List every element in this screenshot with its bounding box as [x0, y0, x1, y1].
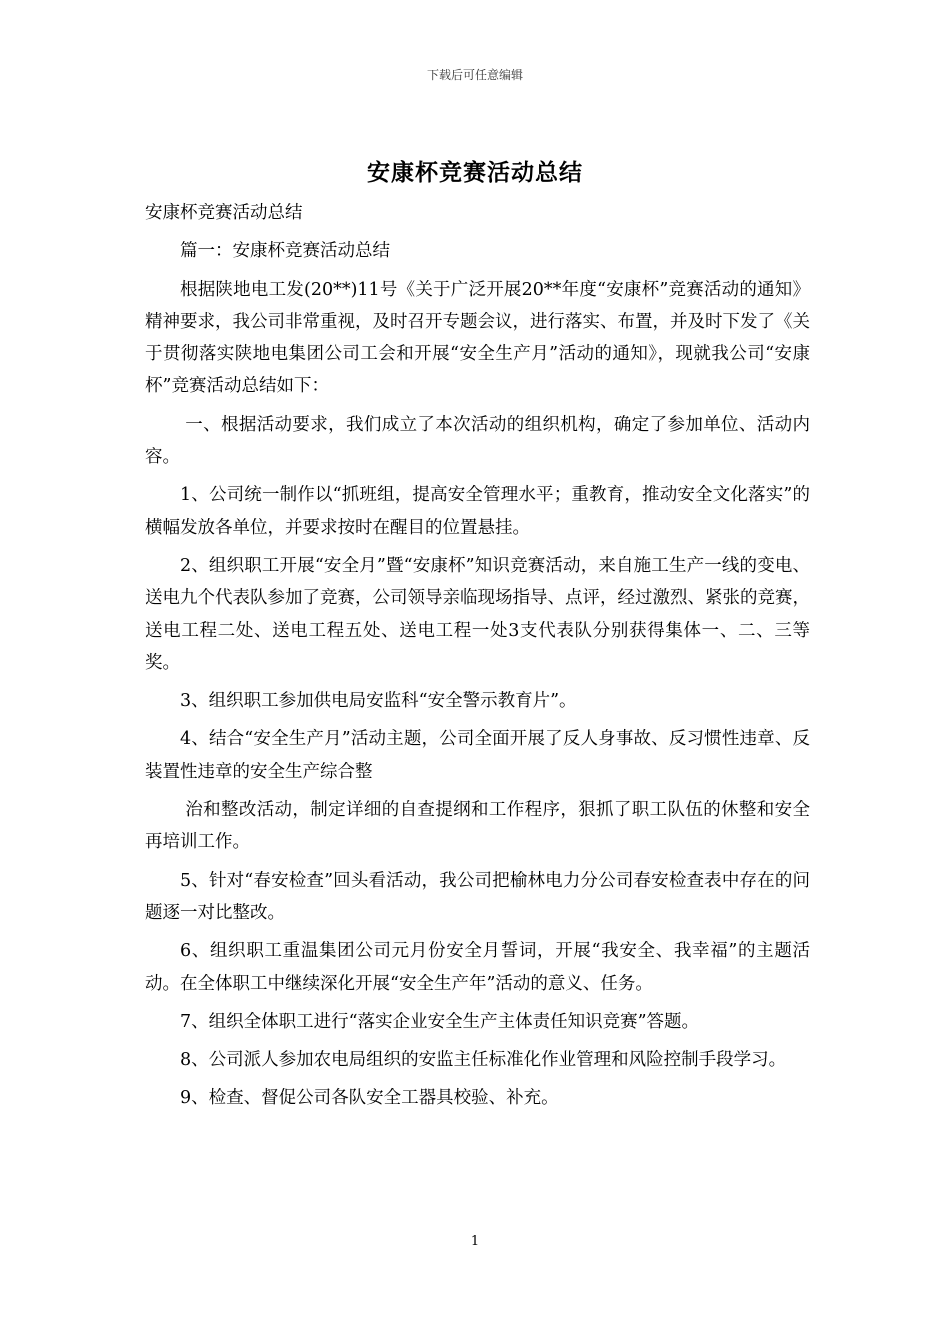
paragraph: 一、根据活动要求，我们成立了本次活动的组织机构，确定了参加单位、活动内容。 [145, 414, 810, 468]
paragraph: 安康杯竞赛活动总结 [145, 203, 303, 223]
header-note: 下载后可任意编辑 [426, 68, 523, 82]
paragraph: 篇一：安康杯竞赛活动总结 [180, 241, 390, 262]
document-title: 安康杯竞赛活动总结 [367, 159, 583, 186]
page-number: 1 [470, 1234, 480, 1249]
paragraph: 7、组织全体职工进行“落实企业安全生产主体责任知识竞赛”答题。 [180, 1011, 700, 1032]
paragraph: 4、结合“安全生产月”活动主题，公司全面开展了反人身事故、反习惯性违章、反装置性违章的安全生产综合整 [145, 729, 810, 782]
paragraph: 6、组织职工重温集团公司元月份安全月誓词，开展“我安全、我幸福”的主题活动。在全体职工中继续深化开展“安全生产年”活动的意义、任务。 [145, 941, 810, 994]
paragraph: 9、检查、督促公司各队安全工器具校验、补充。 [180, 1088, 559, 1109]
paragraph: 2、组织职工开展“安全月”暨“安康杯”知识竞赛活动，来自施工生产一线的变电、送电九个代表队参加了竞赛，公司领导亲临现场指导、点评，经过激烈、紧张的竞赛，送电工程二处、送电工程五处、送电工程一处3支代表队分别获得集体一、二、三等奖。 [145, 555, 810, 673]
paragraph: 3、组织职工参加供电局安监科“安全警示教育片”。 [180, 691, 577, 712]
document-body [145, 197, 810, 1121]
paragraph: 1、公司统一制作以“抓班组，提高安全管理水平；重教育，推动安全文化落实”的横幅发放各单位，并要求按时在醒目的位置悬挂。 [145, 485, 810, 538]
paragraph: 8、公司派人参加农电局组织的安监主任标准化作业管理和风险控制手段学习。 [180, 1050, 787, 1071]
paragraph: 根据陕地电工发(20**)11号《关于广泛开展20**年度“安康杯”竞赛活动的通知》精神要求，我公司非常重视，及时召开专题会议，进行落实、布置，并及时下发了《关于贯彻落实陕地电集团公司工会和开展“安全生产月”活动的通知》，现就我公司“安康杯”竞赛活动总结如下： [145, 279, 810, 397]
paragraph: 治和整改活动，制定详细的自查提纲和工作程序，狠抓了职工队伍的休整和安全再培训工作。 [145, 800, 810, 853]
paragraph: 5、针对“春安检查”回头看活动，我公司把榆林电力分公司春安检查表中存在的问题逐一对比整改。 [145, 870, 810, 923]
